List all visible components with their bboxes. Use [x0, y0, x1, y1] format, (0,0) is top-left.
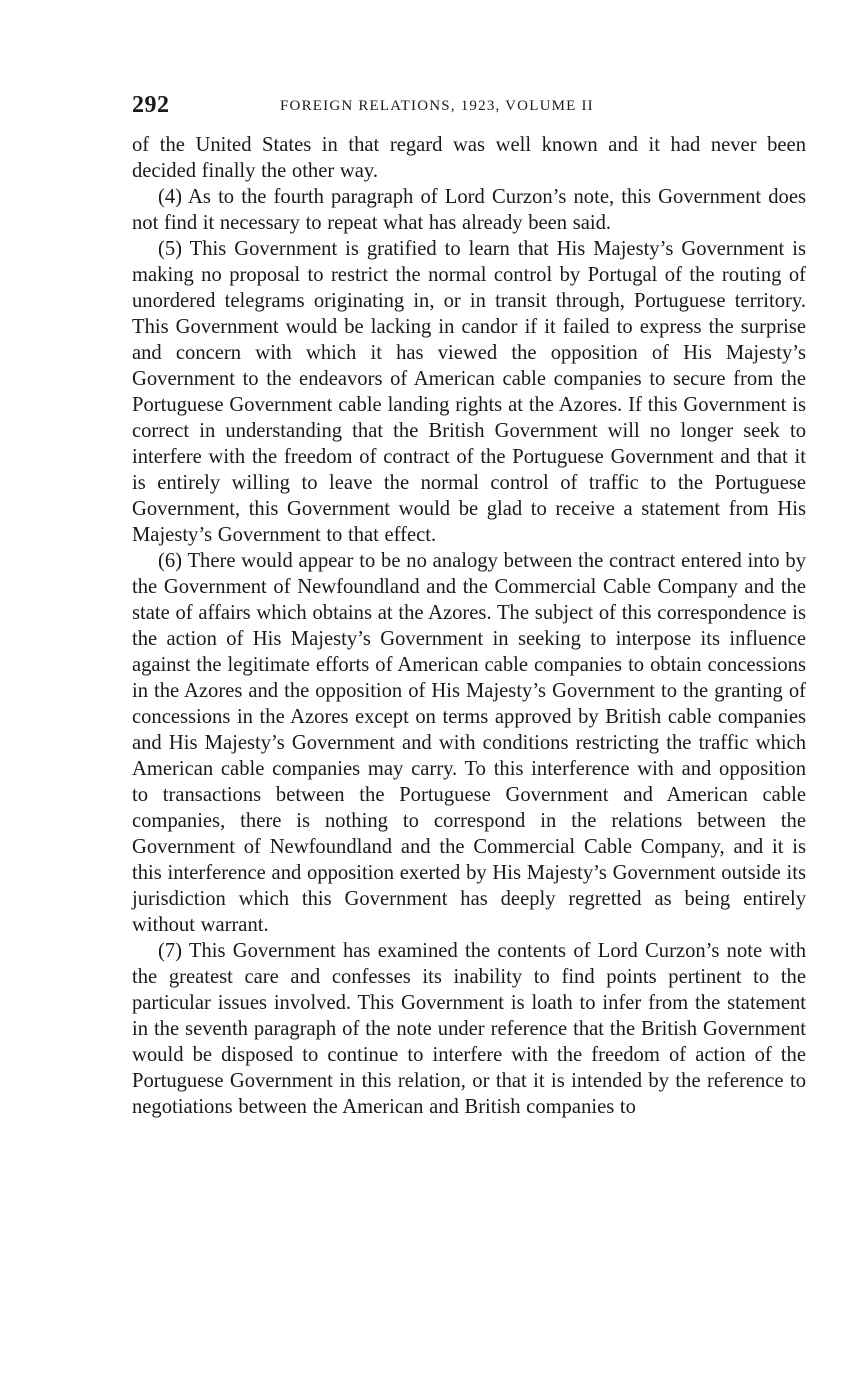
paragraph-4: (4) As to the fourth paragraph of Lord Curzon’s note, this Government does not find it necessary to repeat what has already been said.	[132, 186, 806, 234]
body-text	[132, 132, 806, 1120]
paragraph-5: (5) This Government is gratified to learn that His Majesty’s Government is making no proposal to restrict the normal control by Portugal of the routing of unordered telegrams originating in, or in transit through, Portuguese territory. This Government would be lacking in candor if it failed to express the surprise and concern with which it has viewed the opposition of His Majesty’s Government to the endeavors of American cable companies to secure from the Portuguese Government cable landing rights at the Azores. If this Government is correct in understanding that the British Government will no longer seek to interfere with the freedom of contract of the Portuguese Government and that it is entirely willing to leave the normal control of traffic to the Portuguese Government, this Government would be glad to receive a statement from His Majesty’s Government to that effect.	[132, 238, 806, 546]
paragraph-7: (7) This Government has examined the contents of Lord Curzon’s note with the greatest care and confesses its inability to find points pertinent to the particular issues involved. This Government is loath to infer from the statement in the seventh paragraph of the note under reference that the British Government would be disposed to continue to interfere with the freedom of action of the Portuguese Government in this relation, or that it is intended by the reference to negotiations between the American and British companies to	[132, 940, 806, 1118]
document-page	[132, 92, 806, 1120]
running-head	[132, 92, 806, 128]
paragraph-6: (6) There would appear to be no analogy between the contract entered into by the Government of Newfoundland and the Commercial Cable Company and the state of affairs which obtains at the Azores. The subject of this correspondence is the action of His Majesty’s Government in seeking to interpose its influence against the legitimate efforts of American cable companies to obtain concessions in the Azores and the opposition of His Majesty’s Government to the granting of concessions in the Azores except on terms approved by British cable companies and His Majesty’s Government and with conditions restricting the traffic which American cable companies may carry. To this interference with and opposition to transactions between the Portuguese Government and American cable companies, there is nothing to correspond in the relations between the Government of Newfoundland and the Commercial Cable Company, and it is this interference and opposition exerted by His Majesty’s Government outside its jurisdiction which this Government has deeply regretted as being entirely without warrant.	[132, 550, 806, 936]
page-number: 292	[132, 92, 170, 118]
paragraph-continuation: of the United States in that regard was well known and it had never been decided finally the other way.	[132, 134, 806, 182]
header-title: FOREIGN RELATIONS, 1923, VOLUME II	[280, 98, 594, 114]
